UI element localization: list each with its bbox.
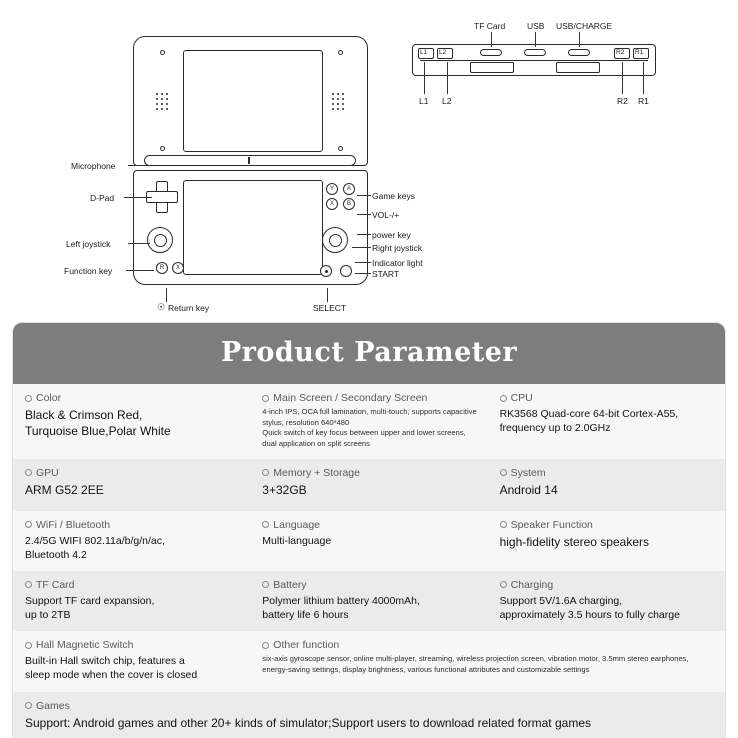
- bullet-icon: [25, 702, 32, 709]
- label-usb: USB: [527, 21, 545, 31]
- parameter-row: [13, 571, 725, 631]
- parameter-cell: [250, 459, 487, 511]
- parameter-value: Support 5V/1.6A charging, approximately 3.5 hours to fully charge: [499, 594, 680, 622]
- screw-bottom-right: [338, 146, 343, 151]
- parameter-value: Support: Android games and other 20+ kinds of simulator;Support users to download related format games: [25, 715, 591, 730]
- left-joystick-cap: [154, 234, 167, 247]
- start-button[interactable]: [340, 265, 352, 277]
- leader-left-joystick: [128, 243, 150, 244]
- bullet-icon: [262, 469, 269, 476]
- parameter-value: Polymer lithium battery 4000mAh, battery life 6 hours: [262, 594, 420, 622]
- bullet-icon: [262, 642, 269, 649]
- parameter-cell: [250, 571, 487, 631]
- shoulder-r2-text: R2: [616, 49, 625, 56]
- shoulder-l2-text: L2: [439, 49, 447, 56]
- leader-indicator-light: [355, 262, 371, 263]
- parameter-value: Support TF card expansion, up to 2TB: [25, 594, 155, 622]
- function-key-right[interactable]: X: [172, 262, 184, 274]
- parameter-cell: [13, 384, 250, 459]
- hinge-bar: [144, 155, 356, 166]
- bullet-icon: [500, 395, 507, 402]
- parameter-row: [13, 692, 725, 738]
- upper-screen: [183, 50, 323, 152]
- leader-right-joystick: [352, 247, 371, 248]
- label-return-key: Return key: [168, 303, 210, 313]
- parameter-label: [25, 519, 240, 531]
- parameter-row: [13, 511, 725, 571]
- usb-charge-port: [568, 49, 590, 56]
- leader-power-key: [357, 234, 371, 235]
- parameter-label-text: CPU: [510, 392, 533, 404]
- panel-title: Product Parameter: [13, 323, 725, 384]
- leader-r1: [643, 62, 644, 94]
- label-game-keys: Game keys: [372, 191, 415, 201]
- parameter-value: 2.4/5G WIFI 802.11a/b/g/n/ac, Bluetooth 4.2: [25, 534, 165, 561]
- label-right-joystick: Right joystick: [372, 243, 423, 253]
- parameter-row: [13, 631, 725, 691]
- parameter-label-text: TF Card: [36, 578, 75, 591]
- bullet-icon: [25, 581, 32, 588]
- label-function-key: Function key: [64, 266, 113, 276]
- button-y[interactable]: Y: [326, 183, 338, 195]
- parameter-cell: [250, 511, 487, 571]
- parameter-value: 3+32GB: [262, 482, 307, 497]
- label-usb-charge: USB/CHARGE: [556, 21, 613, 31]
- leader-game-keys: [357, 195, 371, 196]
- speaker-grill-left: [156, 93, 169, 111]
- bullet-icon: [25, 395, 32, 402]
- label-dpad: D-Pad: [90, 193, 115, 203]
- screw-top-left: [160, 50, 165, 55]
- bullet-icon: [500, 469, 507, 476]
- bullet-icon: [500, 581, 507, 588]
- bullet-icon: [262, 521, 269, 528]
- bullet-icon: [25, 642, 32, 649]
- parameter-label: [500, 519, 715, 531]
- parameter-label-text: Main Screen / Secondary Screen: [273, 392, 428, 404]
- parameter-row: [13, 384, 725, 459]
- parameter-value: Built-in Hall switch chip, features a sleep mode when the cover is closed: [25, 655, 198, 682]
- label-r1: R1: [638, 96, 649, 106]
- label-l2: L2: [442, 96, 452, 106]
- parameter-label: [25, 392, 240, 404]
- button-b[interactable]: B: [343, 198, 355, 210]
- parameter-label-text: Language: [273, 518, 321, 531]
- parameter-label-text: System: [510, 466, 546, 479]
- parameter-label: [262, 467, 477, 479]
- lower-screen: [183, 180, 323, 275]
- leader-tf-card: [491, 32, 492, 47]
- edge-slot-right: [556, 62, 600, 73]
- bullet-icon: [25, 521, 32, 528]
- parameter-label: [500, 467, 715, 479]
- device-diagram: [0, 0, 738, 320]
- leader-start: [355, 273, 371, 274]
- bullet-icon: [262, 581, 269, 588]
- right-joystick[interactable]: [322, 227, 348, 253]
- screw-bottom-left: [160, 146, 165, 151]
- parameter-value: Android 14: [499, 482, 558, 497]
- button-a[interactable]: A: [343, 183, 355, 195]
- parameter-cell: [13, 511, 250, 571]
- leader-volume: [357, 214, 371, 215]
- label-select: SELECT: [313, 303, 347, 313]
- parameter-value: ARM G52 2EE: [25, 482, 104, 497]
- label-start: START: [372, 269, 400, 279]
- panel-body: [13, 384, 725, 738]
- leader-r2: [622, 62, 623, 94]
- parameter-label-text: Battery: [273, 578, 307, 591]
- parameter-value: Black & Crimson Red, Turquoise Blue,Polar White: [25, 408, 171, 439]
- parameter-label: [25, 579, 240, 591]
- label-indicator-light: Indicator light: [372, 258, 423, 268]
- parameter-value: 4-inch IPS, OCA full lamination, multi-touch, supports capacitive stylus, resolution 640*480 Quick switch of key focus between upper and lower screens, dual application on split screens: [262, 407, 477, 448]
- label-microphone: Microphone: [71, 161, 116, 171]
- dpad-center: [157, 192, 164, 199]
- parameter-label-text: Games: [36, 699, 70, 712]
- parameter-value: Multi-language: [262, 534, 332, 547]
- parameter-label-text: Hall Magnetic Switch: [36, 639, 134, 652]
- parameter-cell: [488, 571, 725, 631]
- parameter-value: RK3568 Quad-core 64-bit Cortex-A55, frequency up to 2.0GHz: [499, 408, 679, 435]
- parameter-label-text: Color: [36, 392, 62, 404]
- parameter-label: [262, 639, 715, 651]
- edge-slot-left: [470, 62, 514, 73]
- bullet-icon: [25, 469, 32, 476]
- product-parameter-panel: [12, 322, 726, 738]
- parameter-label: [500, 392, 715, 404]
- leader-usb-charge: [579, 32, 580, 47]
- parameter-cell: [488, 511, 725, 571]
- function-key-left[interactable]: R: [156, 262, 168, 274]
- shoulder-r1-text: R1: [635, 49, 644, 56]
- parameter-cell: [488, 459, 725, 511]
- parameter-value: high-fidelity stereo speakers: [499, 534, 650, 549]
- leader-dpad: [124, 197, 152, 198]
- parameter-label-text: Memory + Storage: [273, 466, 360, 479]
- parameter-cell: [13, 631, 250, 691]
- parameter-cell: [13, 459, 250, 511]
- parameter-cell: [13, 571, 250, 631]
- parameter-cell: [250, 384, 487, 459]
- label-power-key: power key: [372, 230, 411, 240]
- leader-usb: [535, 32, 536, 47]
- right-joystick-cap: [329, 234, 342, 247]
- parameter-label-text: GPU: [36, 466, 59, 479]
- parameter-label: [500, 579, 715, 591]
- left-joystick[interactable]: [147, 227, 173, 253]
- parameter-cell: [250, 631, 725, 691]
- parameter-cell: [13, 692, 725, 738]
- usb-port: [524, 49, 546, 56]
- parameter-label: [25, 700, 715, 712]
- microphone-hole: [248, 157, 250, 164]
- label-l1: L1: [419, 96, 429, 106]
- speaker-grill-right: [332, 93, 345, 111]
- label-tf-card: TF Card: [474, 21, 506, 31]
- parameter-value: six-axis gyroscope sensor, online multi-player, streaming, wireless projection screen, vibration motor, 3.5mm stereo earphones, energy-saving settings, display brightness, various functional attributes and customizable settings: [262, 654, 689, 674]
- leader-select: [327, 288, 328, 302]
- parameter-cell: [488, 384, 725, 459]
- shoulder-l1-text: L1: [420, 49, 428, 56]
- bullet-icon: [500, 521, 507, 528]
- parameter-label-text: WiFi / Bluetooth: [36, 518, 111, 531]
- parameter-label: [262, 579, 477, 591]
- parameter-row: [13, 459, 725, 511]
- leader-l1: [424, 62, 425, 94]
- parameter-label: [262, 519, 477, 531]
- label-r2: R2: [617, 96, 628, 106]
- top-edge-inner-line: [420, 60, 648, 72]
- indicator-light-dot: [325, 270, 328, 273]
- leader-l2: [447, 62, 448, 94]
- button-x[interactable]: X: [326, 198, 338, 210]
- leader-microphone: [128, 165, 150, 166]
- bullet-icon: [262, 395, 269, 402]
- parameter-label: [25, 639, 240, 651]
- parameter-label-text: Other function: [273, 639, 340, 652]
- headphone-icon: ☉: [157, 302, 166, 312]
- label-volume: VOL-/+: [372, 210, 400, 220]
- screw-top-right: [338, 50, 343, 55]
- leader-return-key: [166, 288, 167, 302]
- dpad-control[interactable]: [146, 181, 176, 211]
- parameter-label: [262, 392, 477, 404]
- tf-card-slot: [480, 49, 502, 56]
- parameter-label: [25, 467, 240, 479]
- label-left-joystick: Left joystick: [66, 239, 111, 249]
- parameter-label-text: Speaker Function: [510, 518, 593, 531]
- parameter-label-text: Charging: [510, 578, 554, 591]
- leader-function-key: [126, 270, 154, 271]
